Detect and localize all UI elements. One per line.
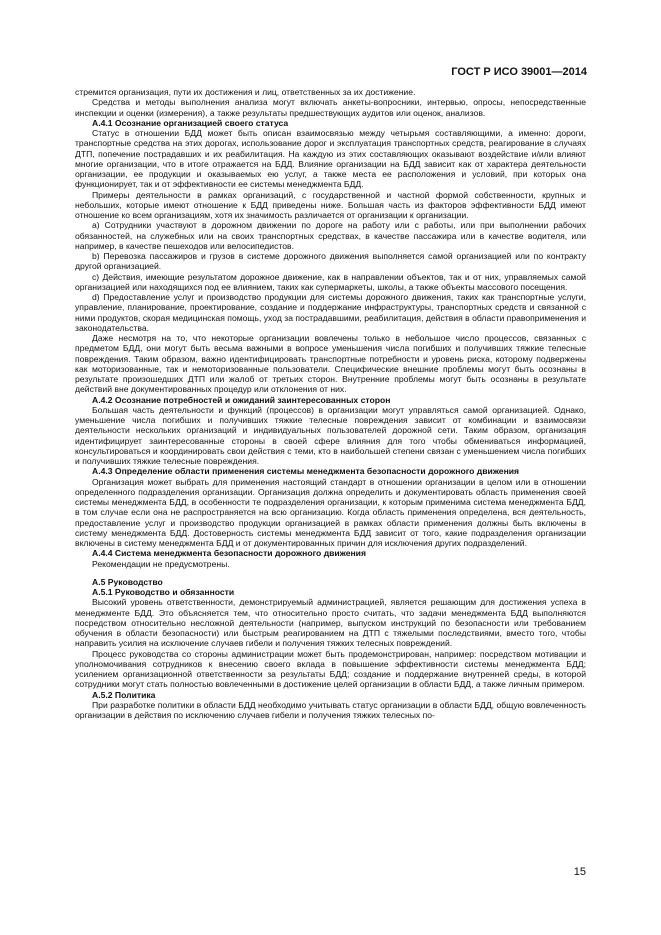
section-heading: А.4.3 Определение области применения системы менеджмента безопасности дорожного движения xyxy=(92,466,520,477)
section-heading: А.4.4 Система менеджмента безопасности дорожного движения xyxy=(92,548,366,559)
body-paragraph: b) Перевозка пассажиров и грузов в системе дорожного движения выполняется самой организацией или по контракту другой организацией. xyxy=(75,251,586,272)
section-heading: А.5 Руководство xyxy=(92,576,163,587)
body-paragraph: Средства и методы выполнения анализа могут включать анкеты-вопросники, интервью, опросы, непосредственные инспекции и оценки (измерения), а также результаты предшествующих аудитов или оценок, анализов. xyxy=(75,97,586,118)
standard-header: ГОСТ Р ИСО 39001—2014 xyxy=(451,66,587,78)
body-paragraph: При разработке политики в области БДД необходимо учитывать статус организации в области БДД, общую вовлеченность организации в действия по исключению случаев гибели и получения тяжких телесных по- xyxy=(75,699,586,720)
body-paragraph: Примеры деятельности в рамках организаций, с государственной и частной формой собственности, крупных и небольших, которые имеют отношение к БДД приведены ниже. Большая часть из факторов эффективности БДД имеют отношение ко всем организациям, хотя их значимость различается от организации к организации. xyxy=(75,189,586,220)
body-paragraph: a) Сотрудники участвуют в дорожном движении по дороге на работу или с работы, или при выполнении рабочих обязанностей, на служебных или на своих транспортных средствах, в качестве пассажира или в качестве водителя, или например, в качестве пешеходов или велосипедистов. xyxy=(75,220,586,251)
body-paragraph: Большая часть деятельности и функций (процессов) в организации могут управляться самой организацией. Однако, уменьшение числа погибших и получивших тяжкие телесные повреждения зависит от комбинации и взаимосвязи деятельности нескольких организаций и индивидуальных пользователей дорожной сети. Таким образом, организация идентифицирует заинтересованные стороны в своей сфере влияния для того чтобы обмениваться информацией, консультироваться и координировать свои действия с теми, кто в наибольшей степени связан с уменьшением числа погибших и получивших тяжкие телесные повреждения. xyxy=(75,404,586,466)
body-paragraph: Рекомендации не предусмотрены. xyxy=(92,558,230,569)
body-paragraph: Организация может выбрать для применения настоящий стандарт в отношении организации в целом или в отношении определенного подразделения организации. Организация должна определить и документировать область применения своей системы менеджмента БДД, в особенности те подразделения организации, к которым применима система менеджмента БДД, в том случае если она не распространяется на всю организацию. Когда область применения определена, вся деятельность, предоставление услуг и производство продукции организацией в рамках области применения должны быть включены в систему менеджмента БДД. Достоверность системы менеджмента БДД зависит от того, какие подразделения организации включены в систему менеджмента БДД и от документированных причин для исключения других подразделений. xyxy=(75,476,586,548)
body-paragraph: Высокий уровень ответственности, демонстрируемый администрацией, является решающим для достижения успеха в менеджменте БДД. Это объясняется тем, что относительно просто считать, что задачи менеджмента БДД выполняются посредством относительно несложной деятельности (например, выпуском инструкций по безопасности или требованием обучения в области безопасности) или быстрым реагированием на ДТП с тяжелыми последствиями, вместо того, чтобы направить усилия на исключение случаев гибели и получения тяжких телесных повреждений. xyxy=(75,597,586,649)
body-paragraph: c) Действия, имеющие результатом дорожное движение, как в направлении объектов, так и от них, управляемых самой организацией или находящихся под ее влиянием, таких как супермаркеты, школы, а также объекты массового посещения. xyxy=(75,271,586,292)
section-heading: А.4.1 Осознание организацией своего статуса xyxy=(92,117,289,128)
body-paragraph: Даже несмотря на то, что некоторые организации вовлечены только в небольшое число процессов, связанных с предметом БДД, они могут быть весьма важными в вопросе уменьшения числа погибших и получивших тяжкие телесные повреждения. Таким образом, важно идентифицировать транспортные потребности и уровень риска, которому подвержены как моторизованные, так и немоторизованные пользователи. Специфические внешние проблемы могут быть осознаны в результате произошедших ДТП или жалоб от третьих сторон. Внутренние проблемы могут быть осознаны в результате действий вне документированных процедур или отклонения от них. xyxy=(75,333,586,395)
body-paragraph: Статус в отношении БДД может быть описан взаимосвязью между четырьмя составляющими, а именно: дороги, транспортные средства на этих дорогах, использование дорог и эксплуатация транспортных средств, реагирование в случаях ДТП, попечение пострадавших и их реабилитация. На каждую из этих составляющих оказывают воздействие и/или влияют многие организации, что в итоге отражается на БДД. Влияние организации на БДД зависит как от характера деятельности организации, ее продукции и оказываемых ею услуг, а также места ее расположения и условий, при которых она функционирует, так и от эффективности ее системы менеджмента БДД. xyxy=(75,128,586,190)
section-heading: А.4.2 Осознание потребностей и ожиданий заинтересованных сторон xyxy=(92,394,391,405)
body-paragraph: стремится организация, пути их достижения и лиц, ответственных за их достижение. xyxy=(75,87,416,97)
section-heading: А.5.1 Руководство и обязанности xyxy=(92,587,235,597)
page-body xyxy=(75,87,586,720)
body-paragraph: Процесс руководства со стороны администрации может быть продемонстрирован, например: посредством мотивации и уполномочивания сотрудников к внесению своего вклада в повышение эффективности системы менеджмента БДД; усилением организационной ответственности за результаты БДД; создание и поддержание внутренней среды, в которой сотрудники могут стать полностью вовлеченными в достижение целей организации в области БДД, а также личным примером. xyxy=(75,648,586,690)
section-heading: А.5.2 Политика xyxy=(92,689,156,700)
body-paragraph: d) Предоставление услуг и производство продукции для системы дорожного движения, таких как транспортные услуги, управление, планирование, проектирование, создание и поддержание инфраструктуры, транспортных средств и связанной с ними продуктов, скорая медицинская помощь, уход за пострадавшими, реабилитация, действия в области правоприменения и законодательства. xyxy=(75,292,586,333)
page-number: 15 xyxy=(573,866,586,878)
